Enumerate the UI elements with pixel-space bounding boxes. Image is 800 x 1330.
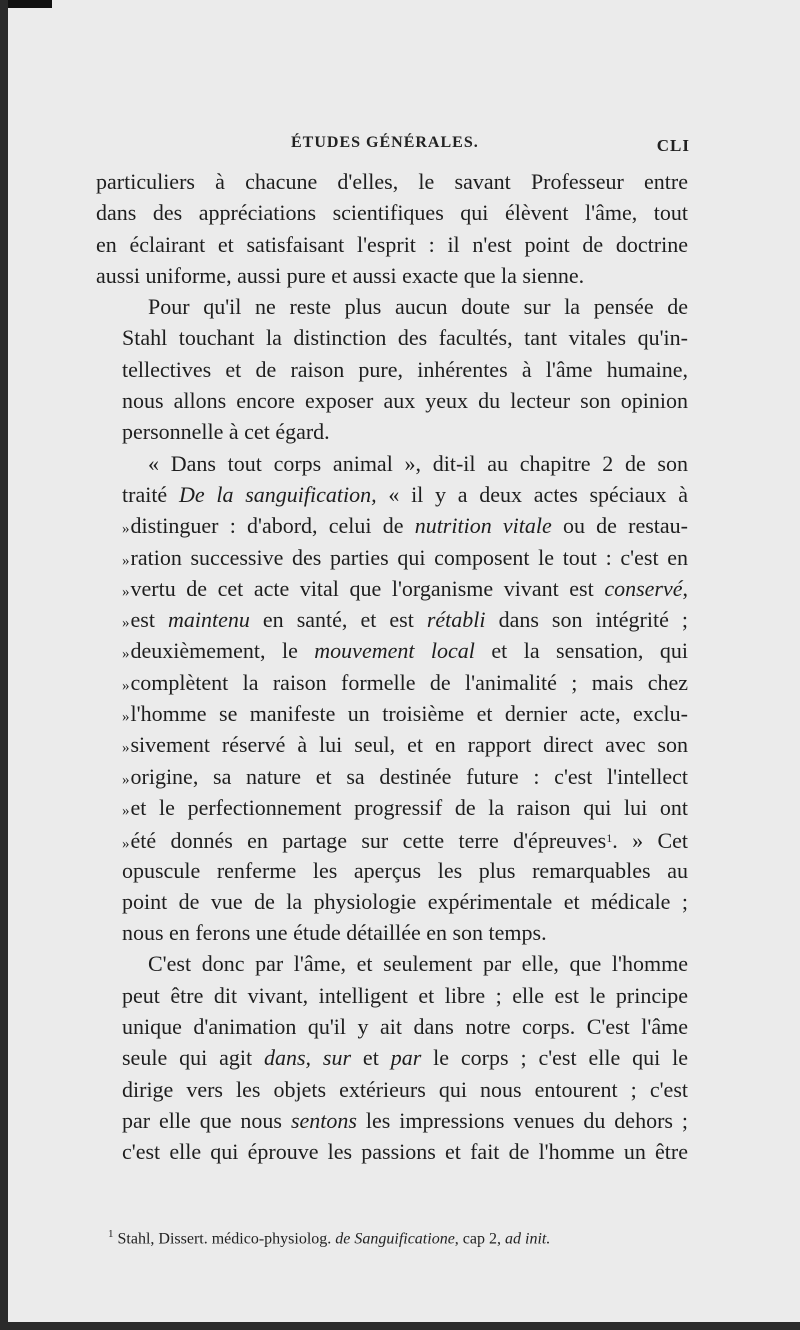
quotation-paragraph bbox=[96, 448, 688, 949]
book-page bbox=[8, 0, 800, 1322]
text-line: »ration successive des parties qui composent le tout : c'est en bbox=[122, 544, 688, 570]
paragraph bbox=[96, 166, 688, 291]
footnote-marker: 1 bbox=[108, 1228, 114, 1240]
text-line: tellectives et de raison pure, inhérentes à l'âme humaine, bbox=[122, 356, 688, 382]
text-line: »vertu de cet acte vital que l'organisme vivant est conservé, bbox=[122, 575, 688, 601]
text-line: Pour qu'il ne reste plus aucun doute sur la pensée de bbox=[148, 294, 688, 320]
text-line: »complètent la raison formelle de l'animalité ; mais chez bbox=[122, 669, 688, 695]
body-text bbox=[96, 166, 688, 1168]
text-line: aussi uniforme, aussi pure et aussi exacte que la sienne. bbox=[96, 262, 585, 288]
text-line: »l'homme se manifeste un troisième et dernier acte, exclu- bbox=[122, 701, 688, 727]
text-line: « Dans tout corps animal », dit-il au chapitre 2 de son bbox=[148, 450, 688, 476]
running-title: ÉTUDES GÉNÉRALES. bbox=[291, 134, 479, 151]
text-line: traité De la sanguification, « il y a deux actes spéciaux à bbox=[122, 481, 688, 507]
text-line: personnelle à cet égard. bbox=[122, 419, 330, 445]
text-line: peut être dit vivant, intelligent et libre ; elle est le principe bbox=[122, 982, 688, 1008]
text-line: par elle que nous sentons les impressions venues du dehors ; bbox=[122, 1107, 689, 1133]
text-line: en éclairant et satisfaisant l'esprit : il n'est point de doctrine bbox=[96, 231, 688, 257]
text-line: »origine, sa nature et sa destinée future : c'est l'intellect bbox=[122, 763, 688, 789]
text-line: dans des appréciations scientifiques qui élèvent l'âme, tout bbox=[96, 200, 688, 226]
text-line: c'est elle qui éprouve les passions et fait de l'homme un être bbox=[122, 1139, 688, 1165]
text-line: »été donnés en partage sur cette terre d'épreuves$^1$. » Cet bbox=[122, 828, 688, 854]
text-line: unique d'animation qu'il y ait dans notre corps. C'est l'âme bbox=[122, 1014, 688, 1040]
text-line: dirige vers les objets extérieurs qui nous entourent ; c'est bbox=[122, 1076, 688, 1102]
text-line: particuliers à chacune d'elles, le savant Professeur entre bbox=[96, 169, 688, 194]
text-line: nous en ferons une étude détaillée en son temps. bbox=[122, 920, 547, 946]
text-line: nous allons encore exposer aux yeux du lecteur son opinion bbox=[122, 388, 688, 414]
footnote: $^1$ Stahl, Dissert. médico-physiolog. de Sanguificatione, cap 2, ad init. bbox=[108, 1228, 551, 1248]
page-header bbox=[96, 130, 690, 158]
text-line: opuscule renferme les aperçus les plus remarquables au bbox=[122, 857, 688, 883]
page-number: CLI bbox=[656, 136, 690, 155]
footnote-reference[interactable]: 1 bbox=[606, 831, 613, 846]
text-line: »et le perfectionnement progressif de la raison qui lui ont bbox=[122, 794, 688, 820]
paragraph bbox=[96, 948, 688, 1167]
text-line: seule qui agit dans, sur et par le corps ; c'est elle qui le bbox=[122, 1045, 689, 1071]
paragraph bbox=[96, 291, 688, 447]
text-line: »deuxièmement, le mouvement local et la sensation, qui bbox=[122, 638, 689, 664]
text-line: »est maintenu en santé, et est rétabli dans son intégrité ; bbox=[122, 607, 688, 633]
text-line: point de vue de la physiologie expérimentale et médicale ; bbox=[122, 888, 688, 914]
text-line: »sivement réservé à lui seul, et en rapport direct avec son bbox=[122, 732, 688, 758]
scan-corner-mark bbox=[8, 0, 52, 8]
text-line: Stahl touchant la distinction des facultés, tant vitales qu'in- bbox=[122, 325, 688, 351]
text-line: »distinguer : d'abord, celui de nutrition vitale ou de restau- bbox=[122, 513, 688, 539]
text-line: C'est donc par l'âme, et seulement par elle, que l'homme bbox=[148, 951, 688, 977]
